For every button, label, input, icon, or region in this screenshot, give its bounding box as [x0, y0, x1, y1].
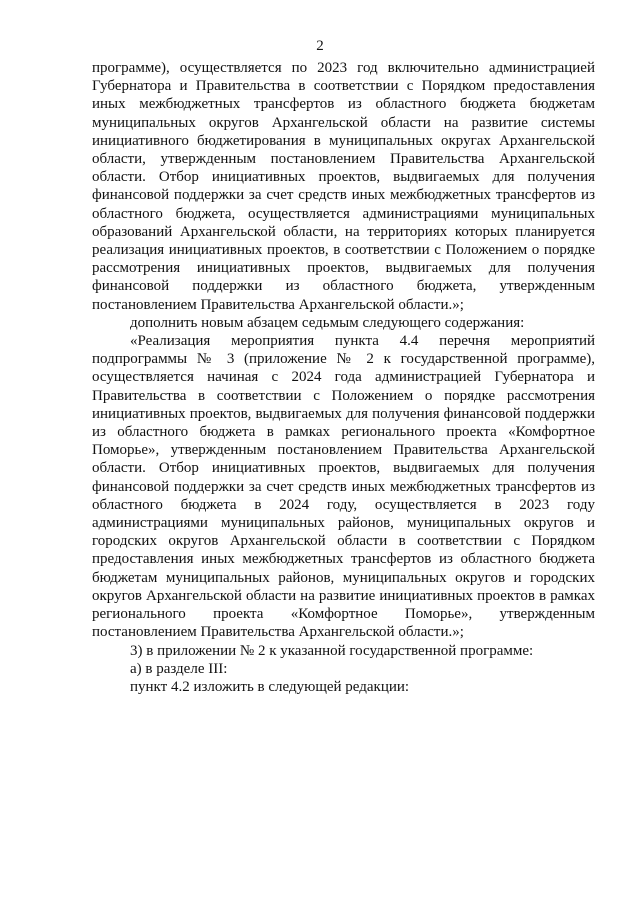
paragraph-continuation: программе), осуществляется по 2023 год включительно администрацией Губернатора и Правительства в соответствии с Порядком предоставления иных межбюджетных трансфертов из областного бюджета бюджетам муниципальных округов Архангельской области на развитие системы инициативного бюджетирования в муниципальных округах Архангельской области, утвержденным постановлением Правительства Архангельской области. Отбор инициативных проектов, выдвигаемых для получения финансовой поддержки за счет средств иных межбюджетных трансфертов из областного бюджета, осуществляется администрациями муниципальных образований Архангельской области, на территориях которых планируется реализация инициативных проектов, в соответствии с Положением о порядке рассмотрения инициативных проектов, выдвигаемых для получения финансовой поддержки из областного бюджета, утвержденным постановлением Правительства Архангельской области.»;: [92, 60, 595, 313]
paragraph-item-3: 3) в приложении № 2 к указанной государственной программе:: [130, 642, 534, 659]
document-body: [92, 59, 595, 696]
paragraph-quoted-text: «Реализация мероприятия пункта 4.4 перечня мероприятий подпрограммы № 3 (приложение № 2 к государственной программе), осуществляется начиная с 2024 года администрацией Губернатора и Правительства в соответствии с Положением о порядке рассмотрения инициативных проектов, выдвигаемых для получения финансовой поддержки из областного бюджета в рамках регионального проекта «Комфортное Поморье», утвержденным постановлением Правительства Архангельской области. Отбор инициативных проектов, выдвигаемых для получения финансовой поддержки за счет средств иных межбюджетных трансфертов из областного бюджета в 2024 году, осуществляется в 2023 году администрациями муниципальных районов, муниципальных округов и городских округов Архангельской области в соответствии с Порядком предоставления иных межбюджетных трансфертов из областного бюджета бюджетам муниципальных районов, муниципальных округов и городских округов Архангельской области на развитие инициативных проектов в рамках регионального проекта «Комфортное Поморье», утвержденным постановлением Правительства Архангельской области.»;: [92, 333, 595, 641]
paragraph-add-seventh: дополнить новым абзацем седьмым следующего содержания:: [130, 314, 525, 331]
page-number: 2: [316, 38, 324, 54]
paragraph-point-4-2: пункт 4.2 изложить в следующей редакции:: [130, 678, 410, 695]
paragraph-item-a: а) в разделе III:: [130, 660, 228, 677]
